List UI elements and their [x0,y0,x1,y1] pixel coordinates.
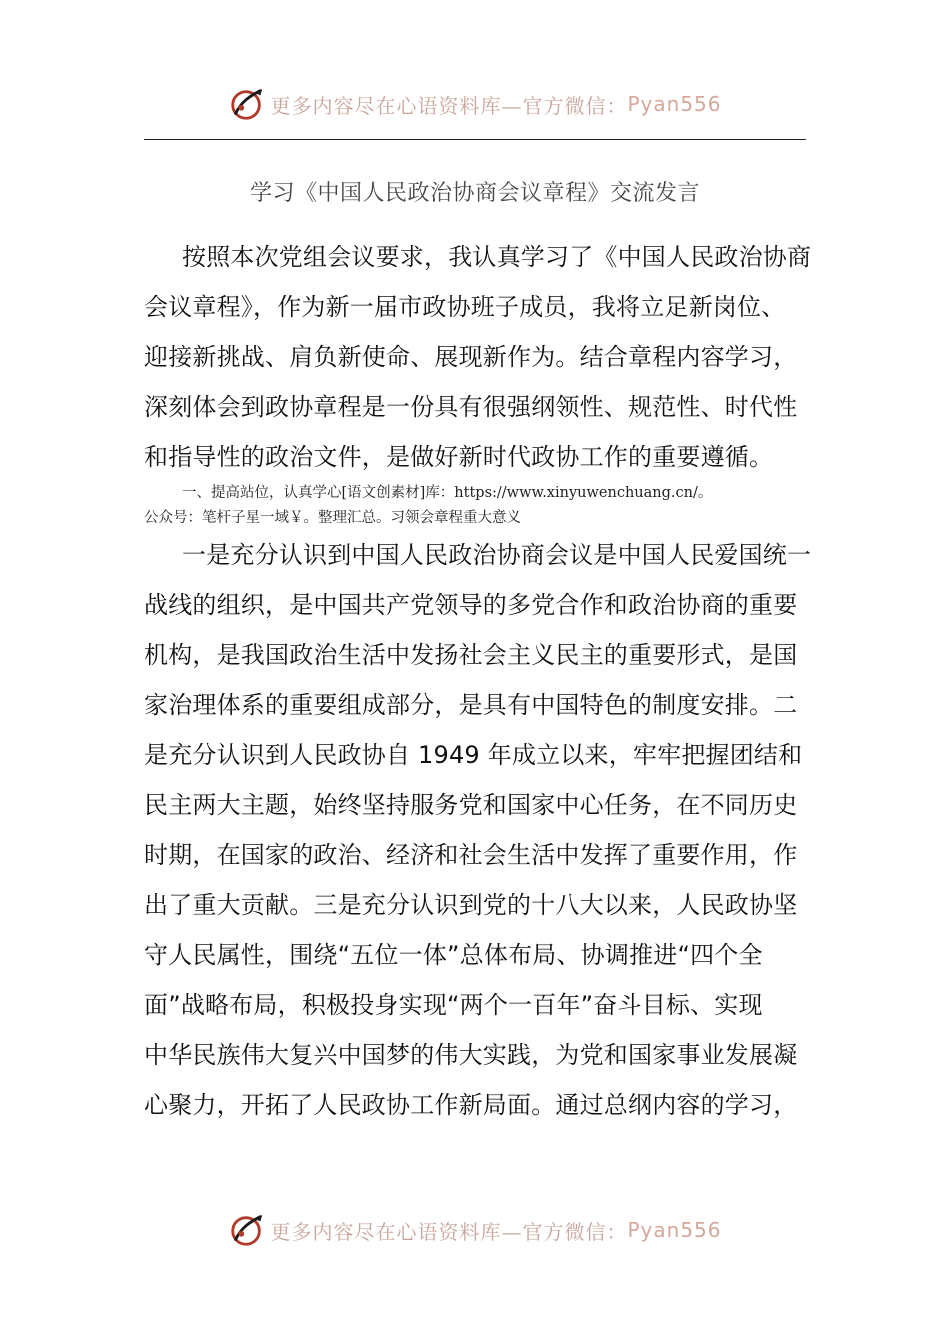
document-title: 学习《中国人民政治协商会议章程》交流发言 [249,181,700,206]
banner-text: 更多内容尽在心语资料库—官方微信： [270,93,628,118]
section-heading [144,481,806,531]
paragraph-line: 机构，是我国政治生活中发扬社会主义民主的重要形式，是国 [144,641,798,669]
header-banner [0,82,950,126]
paragraph-line: 战线的组织，是中国共产党领导的多党合作和政治协商的重要 [144,591,798,619]
paragraph-line: 是充分认识到人民政协自 1949 年成立以来，牢牢把握团结和 [144,741,803,769]
paragraph-line: 会议章程》，作为新一届市政协班子成员，我将立足新岗位、 [144,293,786,321]
pen-swirl-logo-icon [228,1211,266,1249]
banner-wechat-id: Pyan556 [627,92,722,116]
paragraph-line: 迎接新挑战、肩负新使命、展现新作为。结合章程内容学习， [144,343,798,371]
paragraph-line: 面”战略布局，积极投身实现“两个一百年”奋斗目标、实现 [144,991,763,1019]
header-divider [144,139,806,140]
paragraph-line: 一是充分认识到中国人民政治协商会议是中国人民爱国统一 [182,541,812,569]
paragraph-line: 时期，在国家的政治、经济和社会生活中发挥了重要作用，作 [144,841,798,869]
paragraph-line: 民主两大主题，始终坚持服务党和国家中心任务，在不同历史 [144,791,798,819]
paragraph-line: 守人民属性，围绕“五位一体”总体布局、协调推进“四个全 [144,941,763,969]
paragraph-line: 家治理体系的重要组成部分，是具有中国特色的制度安排。二 [144,691,798,719]
paragraph-line: 和指导性的政治文件，是做好新时代政协工作的重要遵循。 [144,443,774,471]
pen-swirl-logo-icon [228,85,266,123]
banner-wechat-id: Pyan556 [627,1218,722,1242]
paragraph-intro [144,232,812,482]
paragraph-line: 按照本次党组会议要求，我认真学习了《中国人民政治协商 [182,243,812,271]
paragraph-line: 深刻体会到政协章程是一份具有很强纲领性、规范性、时代性 [144,393,798,421]
paragraph-line: 中华民族伟大复兴中国梦的伟大实践，为党和国家事业发展凝 [144,1041,798,1069]
section-heading-line: 一、提高站位，认真学心[语文创素材]库：https://www.xinyuwenchuang.cn/。 [182,485,713,501]
paragraph-line: 心聚力，开拓了人民政协工作新局面。通过总纲内容的学习， [144,1091,798,1119]
paragraph-line: 出了重大贡献。三是充分认识到党的十八大以来，人民政协坚 [144,891,798,919]
footer-banner [0,1208,950,1252]
banner-text: 更多内容尽在心语资料库—官方微信： [270,1219,628,1244]
paragraph-body [144,530,812,1130]
section-heading-line: 公众号：笔杆子星一域￥。整理汇总。习领会章程重大意义 [144,510,521,526]
